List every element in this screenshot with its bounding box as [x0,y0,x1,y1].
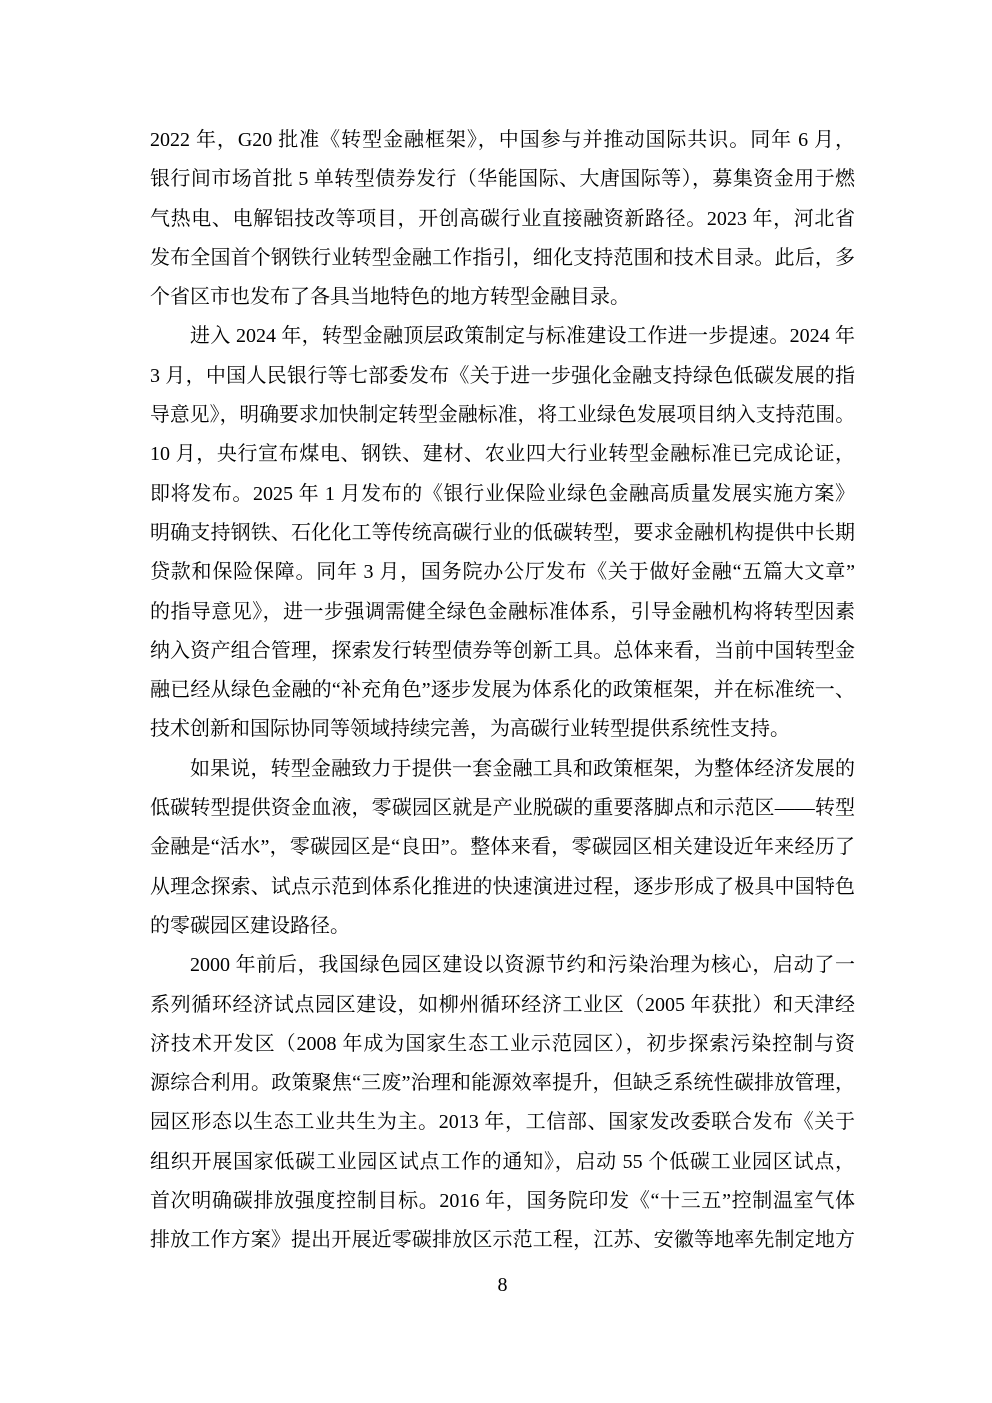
paragraph [150,946,855,1260]
text-line: 园区形态以生态工业共生为主。2013 年，工信部、国家发改委联合发布《关于 [150,1111,855,1134]
text-line: 济技术开发区（2008 年成为国家生态工业示范园区），初步探索污染控制与资 [150,1032,855,1055]
text-line: 从理念探索、试点示范到体系化推进的快速演进过程，逐步形成了极具中国特色 [150,875,855,898]
text-line: 进入 2024 年，转型金融顶层政策制定与标准建设工作进一步提速。2024 年 [190,325,855,348]
text-line: 的指导意见》，进一步强调需健全绿色金融标准体系，引导金融机构将转型因素 [150,600,855,623]
text-line: 贷款和保险保障。同年 3 月，国务院办公厅发布《关于做好金融“五篇大文章” [150,561,855,584]
text-line: 的零碳园区建设路径。 [150,914,350,937]
text-line: 2022 年，G20 批准《转型金融框架》，中国参与并推动国际共识。同年 6 月， [150,129,855,151]
text-line: 明确支持钢铁、石化化工等传统高碳行业的低碳转型，要求金融机构提供中长期 [150,521,855,544]
text-line: 低碳转型提供资金血液，零碳园区就是产业脱碳的重要落脚点和示范区——转型 [150,797,855,820]
text-line: 2000 年前后，我国绿色园区建设以资源节约和污染治理为核心，启动了一 [190,954,855,977]
page-number: 8 [497,1274,508,1296]
text-line: 纳入资产组合管理，探索发行转型债券等创新工具。总体来看，当前中国转型金 [150,639,855,662]
document-body [150,121,855,1261]
text-line: 排放工作方案》提出开展近零碳排放区示范工程，江苏、安徽等地率先制定地方 [150,1229,855,1252]
text-line: 10 月，央行宣布煤电、钢铁、建材、农业四大行业转型金融标准已完成论证， [150,443,855,466]
text-line: 源综合利用。政策聚焦“三废”治理和能源效率提升，但缺乏系统性碳排放管理， [150,1072,855,1095]
text-line: 银行间市场首批 5 单转型债券发行（华能国际、大唐国际等），募集资金用于燃 [150,168,855,191]
paragraph [150,121,855,317]
paragraph [150,317,855,749]
text-line: 金融是“活水”，零碳园区是“良田”。整体来看，零碳园区相关建设近年来经历了 [150,836,855,859]
text-line: 技术创新和国际协同等领域持续完善，为高碳行业转型提供系统性支持。 [150,718,790,741]
text-line: 首次明确碳排放强度控制目标。2016 年，国务院印发《“十三五”控制温室气体 [150,1190,855,1213]
text-line: 气热电、电解铝技改等项目，开创高碳行业直接融资新路径。2023 年，河北省 [150,207,855,230]
text-line: 3 月，中国人民银行等七部委发布《关于进一步强化金融支持绿色低碳发展的指 [150,364,855,387]
paragraph [150,750,855,946]
text-line: 如果说，转型金融致力于提供一套金融工具和政策框架，为整体经济发展的 [190,757,855,780]
text-line: 融已经从绿色金融的“补充角色”逐步发展为体系化的政策框架，并在标准统一、 [150,679,855,702]
text-line: 导意见》，明确要求加快制定转型金融标准，将工业绿色发展项目纳入支持范围。 [150,404,855,427]
text-line: 系列循环经济试点园区建设，如柳州循环经济工业区（2005 年获批）和天津经 [150,993,855,1016]
text-line: 个省区市也发布了各具当地特色的地方转型金融目录。 [150,286,630,309]
text-line: 发布全国首个钢铁行业转型金融工作指引，细化支持范围和技术目录。此后，多 [150,246,855,269]
text-line: 组织开展国家低碳工业园区试点工作的通知》，启动 55 个低碳工业园区试点， [150,1150,855,1173]
text-line: 即将发布。2025 年 1 月发布的《银行业保险业绿色金融高质量发展实施方案》 [150,482,855,505]
